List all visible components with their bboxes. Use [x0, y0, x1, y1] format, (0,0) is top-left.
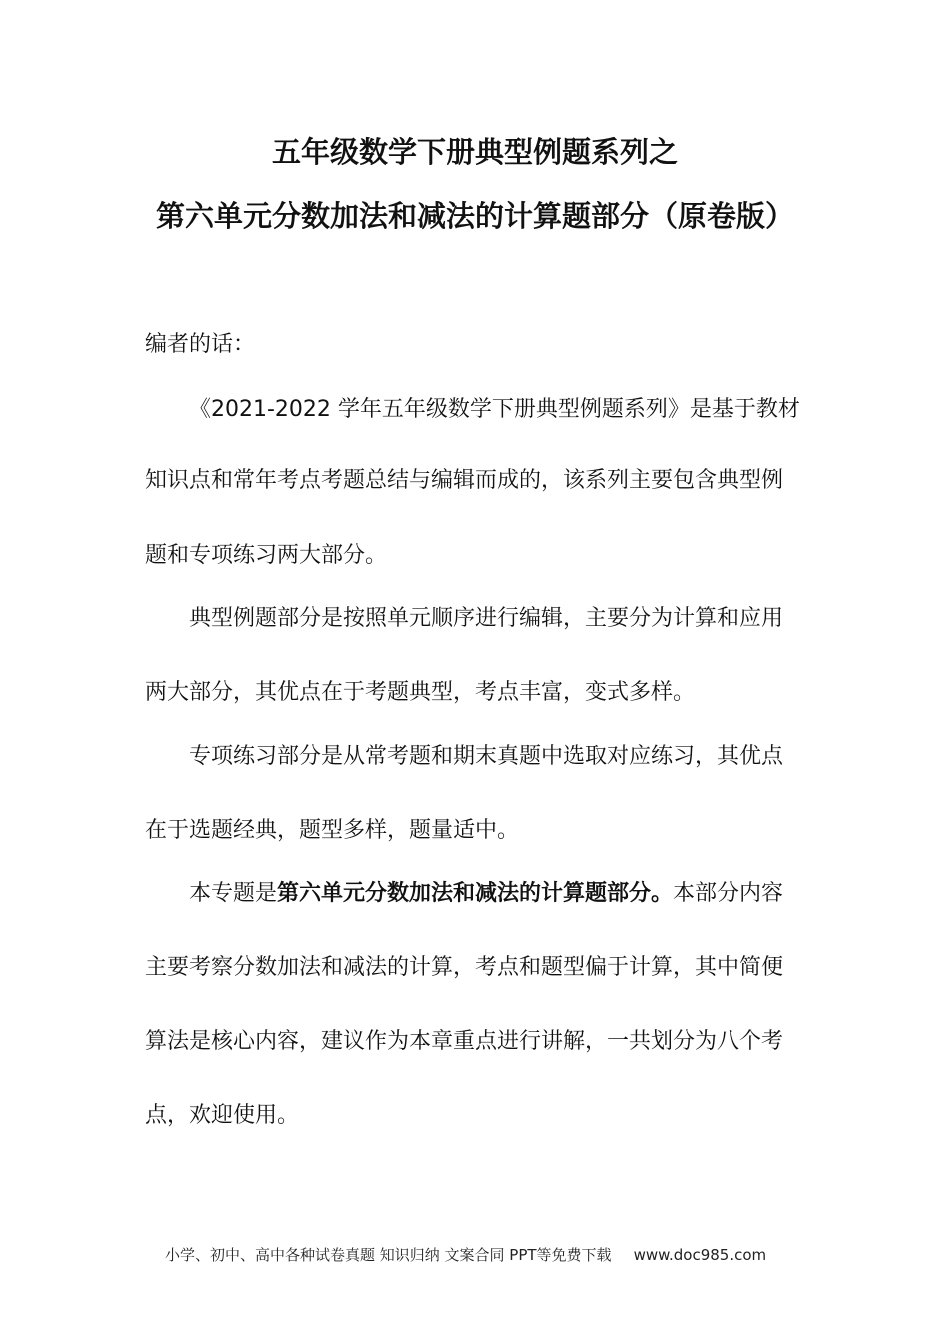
- paragraph-4-line-2: 主要考察分数加法和减法的计算，考点和题型偏于计算，其中简便: [145, 955, 784, 980]
- paragraph-1-line-3: 题和专项练习两大部分。: [145, 543, 388, 568]
- paragraph-1-line-1: 《2021-2022 学年五年级数学下册典型例题系列》是基于教材: [189, 397, 800, 422]
- paragraph-4-line-3: 算法是核心内容，建议作为本章重点进行讲解，一共划分为八个考: [145, 1029, 784, 1054]
- paragraph-2-line-2: 两大部分，其优点在于考题典型，考点丰富，变式多样。: [145, 680, 696, 705]
- page-footer: [165, 1245, 766, 1265]
- paragraph-4-line-1: [189, 879, 783, 909]
- paragraph-4-suffix: 本部分内容: [673, 881, 784, 906]
- paragraph-4-topic-highlight: 第六单元分数加法和减法的计算题部分。: [277, 881, 674, 906]
- document-title-line-2: 第六单元分数加法和减法的计算题部分（原卷版）: [155, 199, 794, 233]
- paragraph-3-line-2: 在于选题经典，题型多样，题量适中。: [145, 818, 520, 843]
- paragraph-4-line-4: 点，欢迎使用。: [145, 1103, 300, 1128]
- footer-url-link[interactable]: www.doc985.com: [633, 1246, 767, 1264]
- paragraph-1-line-2: 知识点和常年考点考题总结与编辑而成的，该系列主要包含典型例: [145, 468, 784, 493]
- paragraph-2-line-1: 典型例题部分是按照单元顺序进行编辑，主要分为计算和应用: [189, 606, 784, 631]
- paragraph-4-prefix: 本专题是: [189, 881, 278, 906]
- footer-text: 小学、初中、高中各种试卷真题 知识归纳 文案合同 PPT等免费下载: [165, 1246, 612, 1264]
- paragraph-3-line-1: 专项练习部分是从常考题和期末真题中选取对应练习，其优点: [189, 744, 784, 769]
- document-title-line-1: 五年级数学下册典型例题系列之: [271, 135, 678, 169]
- editor-note-label: 编者的话：: [145, 332, 256, 357]
